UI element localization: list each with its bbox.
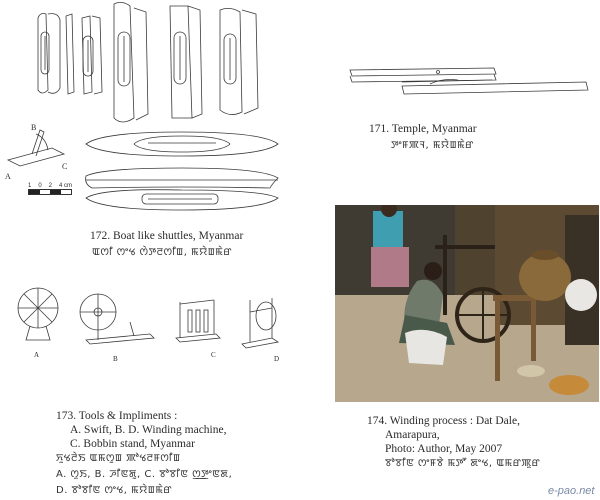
shuttle-side-1	[66, 14, 74, 94]
caption-174	[367, 414, 540, 472]
scale-tick: 1	[28, 183, 32, 189]
shuttle-front-2	[82, 16, 102, 94]
caption-171-script: ꯇꯦꯝꯄꯜ, ꯃꯌꯥꯡꯃꯥꯔ	[391, 140, 474, 151]
caption-173-line2: C. Bobbin stand, Myanmar	[70, 438, 195, 450]
label-b: B	[31, 123, 37, 132]
shuttle-drawings-long	[82, 126, 282, 216]
caption-173-title: 173. Tools & Impliments :	[56, 410, 178, 422]
long-shuttle-3	[86, 190, 278, 210]
photo-scene	[335, 205, 599, 402]
caption-173-script1: ꯈꯨꯠꯂꯥꯏ ꯑꯃꯁꯨꯡ ꯄꯣꯠꯂꯝꯁꯤꯡ	[56, 453, 181, 464]
caption-173-script3: D. ꯕꯣꯕꯤꯟ ꯁꯦꯠ, ꯃꯌꯥꯡꯃꯥꯔ	[56, 485, 173, 496]
scale-tick: 2	[48, 183, 52, 189]
tool-label-d: D	[274, 355, 280, 363]
tool-label-b: B	[113, 355, 118, 363]
temple-drawing	[346, 64, 590, 98]
caption-174-line2: Photo: Author, May 2007	[385, 443, 503, 455]
caption-172: 172. Boat like shuttles, Myanmar	[90, 230, 244, 242]
caption-173-line1: A. Swift, B. D. Winding machine,	[70, 424, 227, 436]
long-shuttle-2	[86, 168, 278, 188]
long-shuttle-1	[86, 132, 278, 156]
winding-process-photo	[335, 205, 599, 402]
caption-174-script: ꯕꯣꯕꯤꯟ ꯁꯦꯝꯕꯥ ꯃꯇꯧ ꯗꯦꯠ, ꯑꯃꯔꯄꯨꯔ	[385, 458, 541, 469]
label-a: A	[5, 172, 11, 181]
label-c: C	[62, 162, 68, 171]
scale-tick: 4 cm	[58, 183, 72, 189]
site-watermark: e-pao.net	[548, 485, 595, 497]
caption-174-line1: Amarapura,	[385, 429, 440, 441]
tools-drawings	[10, 282, 290, 362]
swift-drawing	[18, 288, 58, 340]
winder-drawing	[242, 298, 278, 348]
bobbin-stand-drawing	[176, 300, 220, 342]
shuttle-drawings-top	[30, 0, 270, 128]
caption-171: 171. Temple, Myanmar	[369, 123, 477, 135]
caption-173-script2: A. ꯁꯨꯏ, B. ꯍꯤꯟꯗꯨ, C. ꯕꯣꯕꯤꯟ ꯁ꯭ꯇꯦꯟꯗ,	[56, 469, 233, 480]
shuttle-front-1	[38, 14, 60, 94]
winding-machine-drawing	[80, 294, 154, 344]
scale-tick: 0	[38, 183, 42, 189]
caption-172-script: ꯑꯁꯤ ꯁꯦꯠ ꯁꯥꯇꯂꯁꯤꯡ, ꯃꯌꯥꯡꯃꯥꯔ	[92, 247, 232, 258]
caption-173	[56, 409, 232, 499]
tool-label-c: C	[211, 351, 216, 359]
tool-label-a: A	[34, 351, 40, 359]
scale-bar	[28, 183, 72, 195]
shuttle-front-5	[220, 8, 258, 114]
shuttle-front-4	[170, 6, 202, 118]
caption-174-title: 174. Winding process : Dat Dale,	[367, 415, 520, 427]
shuttle-front-3	[114, 2, 148, 122]
